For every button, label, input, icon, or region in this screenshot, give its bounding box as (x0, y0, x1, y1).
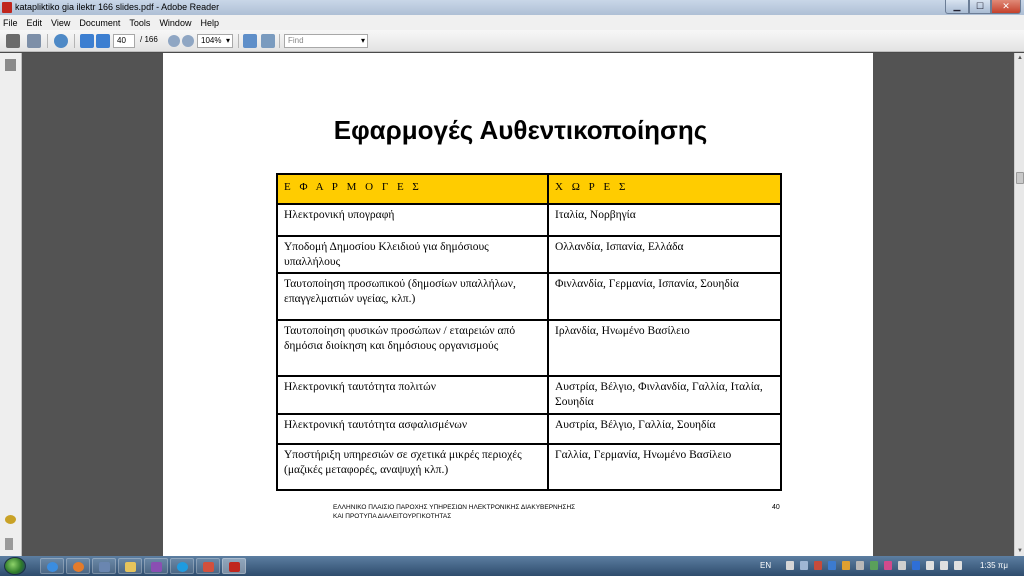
pdf-page (163, 53, 873, 556)
header-countries: Χ Ω Ρ Ε Σ (548, 174, 781, 204)
menu-window[interactable]: Window (159, 17, 192, 28)
zoom-dropdown-arrow-icon[interactable]: ▾ (225, 36, 230, 45)
footer-line-1: ΕΛΛΗΝΙΚΟ ΠΛΑΙΣΙΟ ΠΑΡΟΧΗΣ ΥΠΗΡΕΣΙΩΝ ΗΛΕΚΤΡΟΝΙΚΗΣ ΔΙΑΚΥΒΕΡΝΗΣΗΣ (333, 504, 576, 511)
application-cell: Υποστήριξη υπηρεσιών σε σχετικά μικρές περιοχές (μαζικές μεταφορές, αναψυχή κλπ.) (277, 444, 548, 490)
fit-page-icon[interactable] (243, 34, 257, 48)
comments-panel-icon[interactable] (5, 515, 16, 524)
countries-cell: Ιρλανδία, Ηνωμένο Βασίλειο (548, 320, 781, 376)
slide-page-number: 40 (772, 504, 780, 511)
menu-view[interactable]: View (51, 17, 71, 28)
start-button[interactable] (4, 557, 26, 575)
find-placeholder: Find (288, 36, 304, 45)
navigation-pane (0, 53, 22, 556)
tray-icon[interactable] (786, 561, 794, 570)
bluetooth-icon[interactable] (912, 561, 920, 570)
table-header-row (277, 174, 781, 204)
menu-tools[interactable]: Tools (129, 17, 151, 28)
application-cell: Υποδομή Δημοσίου Κλειδιού για δημόσιους υπαλλήλους (277, 236, 548, 273)
application-cell: Ταυτοποίηση φυσικών προσώπων / εταιρειών από δημόσια διοίκηση και δημόσιους οργανισμούς (277, 320, 548, 376)
toolbar-separator (238, 34, 239, 48)
slide-footer (333, 503, 575, 521)
taskbar-calculator-button[interactable] (196, 558, 220, 574)
title-bar (0, 0, 1024, 15)
taskbar-ie-button[interactable] (40, 558, 64, 574)
media-player-icon (151, 562, 162, 572)
close-button[interactable]: ✕ (991, 0, 1021, 14)
page-number-input[interactable]: 40 (113, 34, 135, 48)
signal-icon[interactable] (940, 561, 948, 570)
share-icon[interactable] (54, 34, 68, 48)
table-row (277, 444, 781, 490)
taskbar-skype-button[interactable] (170, 558, 194, 574)
next-page-icon[interactable] (96, 34, 110, 48)
scroll-down-arrow-icon[interactable]: ▼ (1017, 548, 1023, 554)
app-icon (99, 562, 110, 572)
countries-cell: Ολλανδία, Ισπανία, Ελλάδα (548, 236, 781, 273)
zoom-value: 104% (201, 36, 222, 45)
toolbar-separator (74, 34, 75, 48)
language-indicator[interactable]: EN (760, 561, 772, 570)
taskbar (0, 556, 1024, 576)
countries-cell: Φινλανδία, Γερμανία, Ισπανία, Σουηδία (548, 273, 781, 320)
application-cell: Ηλεκτρονική ταυτότητα ασφαλισμένων (277, 414, 548, 444)
footer-line-2: ΚΑΙ ΠΡΟΤΥΠΑ ΔΙΑΛΕΙΤΟΥΡΓΙΚΟΤΗΤΑΣ (333, 513, 452, 520)
vertical-scrollbar[interactable] (1014, 53, 1024, 556)
zoom-out-icon[interactable] (168, 35, 180, 47)
page-total-label: / 166 (140, 35, 158, 44)
print-icon[interactable] (6, 34, 20, 48)
fit-width-icon[interactable] (261, 34, 275, 48)
countries-cell: Γαλλία, Γερμανία, Ηνωμένο Βασίλειο (548, 444, 781, 490)
menu-edit[interactable]: Edit (26, 17, 43, 28)
tray-icon[interactable] (898, 561, 906, 570)
internet-explorer-icon (47, 562, 58, 572)
minimize-button[interactable]: ▁ (945, 0, 969, 14)
folder-icon (125, 562, 136, 572)
tray-icon[interactable] (814, 561, 822, 570)
taskbar-firefox-button[interactable] (66, 558, 90, 574)
table-row (277, 236, 781, 273)
window-title: katapliktiko gia ilektr 166 slides.pdf - Adobe Reader (15, 2, 220, 12)
tray-icon[interactable] (842, 561, 850, 570)
network-icon[interactable] (926, 561, 934, 570)
toolbar (0, 30, 1024, 52)
application-cell: Ηλεκτρονική ταυτότητα πολιτών (277, 376, 548, 414)
table-row (277, 204, 781, 236)
firefox-icon (73, 562, 84, 572)
scroll-up-arrow-icon[interactable]: ▲ (1017, 55, 1023, 61)
taskbar-explorer-button[interactable] (118, 558, 142, 574)
table-row (277, 376, 781, 414)
application-cell: Ηλεκτρονική υπογραφή (277, 204, 548, 236)
applications-table (276, 173, 782, 491)
calculator-icon (203, 562, 214, 572)
tray-icon[interactable] (800, 561, 808, 570)
toolbar-separator (279, 34, 280, 48)
slide-title: Εφαρμογές Αυθεντικοποίησης (333, 115, 708, 145)
countries-cell: Αυστρία, Βέλγιο, Γαλλία, Σουηδία (548, 414, 781, 444)
menu-document[interactable]: Document (79, 17, 121, 28)
attachments-paperclip-icon[interactable] (5, 538, 13, 550)
toolbar-separator (47, 34, 48, 48)
email-icon[interactable] (27, 34, 41, 48)
table-row (277, 320, 781, 376)
table-row (277, 273, 781, 320)
taskbar-media-button[interactable] (144, 558, 168, 574)
tray-icon[interactable] (828, 561, 836, 570)
taskbar-adobe-reader-button[interactable] (222, 558, 246, 574)
zoom-select[interactable] (197, 34, 233, 48)
menu-help[interactable]: Help (200, 17, 219, 28)
scroll-thumb[interactable] (1016, 172, 1024, 184)
header-applications: Ε Φ Α Ρ Μ Ο Γ Ε Σ (277, 174, 548, 204)
tray-icon[interactable] (870, 561, 878, 570)
taskbar-app-button[interactable] (92, 558, 116, 574)
table-row (277, 414, 781, 444)
tray-icon[interactable] (856, 561, 864, 570)
adobe-reader-icon (229, 562, 240, 572)
find-input[interactable] (284, 34, 368, 48)
adobe-reader-icon (2, 2, 12, 13)
find-dropdown-arrow-icon[interactable]: ▾ (360, 36, 365, 45)
skype-icon (177, 562, 188, 572)
pages-panel-icon[interactable] (5, 59, 16, 71)
previous-page-icon[interactable] (80, 34, 94, 48)
countries-cell: Ιταλία, Νορβηγία (548, 204, 781, 236)
maximize-button[interactable]: ☐ (969, 0, 991, 14)
volume-icon[interactable] (954, 561, 962, 570)
countries-cell: Αυστρία, Βέλγιο, Φινλανδία, Γαλλία, Ιταλία, Σουηδία (548, 376, 781, 414)
menu-file[interactable]: File (3, 17, 18, 28)
zoom-in-icon[interactable] (182, 35, 194, 47)
tray-icon[interactable] (884, 561, 892, 570)
clock[interactable]: 1:35 πμ (980, 561, 1008, 570)
application-cell: Ταυτοποίηση προσωπικού (δημοσίων υπαλλήλων, επαγγελματιών υγείας, κλπ.) (277, 273, 548, 320)
menu-bar (0, 15, 1024, 30)
